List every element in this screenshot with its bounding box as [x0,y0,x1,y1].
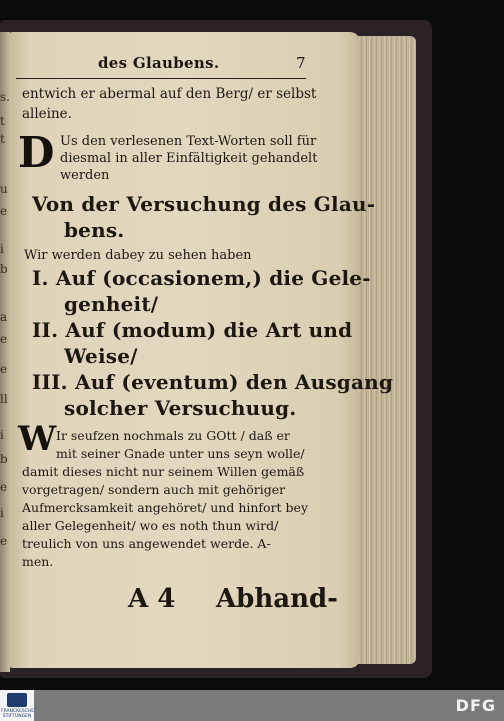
text-line: werden [60,168,110,183]
margin-fragment: s. [0,90,10,104]
header-rule [16,78,306,79]
page-block-edge [358,36,416,664]
logo-text: FRANCKESCHE STIFTUNGEN [1,709,35,719]
margin-fragment: i [0,506,4,520]
margin-fragment: b [0,262,8,276]
outline-point: genheit/ [64,292,159,316]
margin-fragment: ll [0,392,8,406]
text-line: damit dieses nicht nur seinem Willen gemäß [22,464,305,479]
margin-fragment: e [0,534,8,548]
book-page [10,32,394,668]
viewer-footer-bar [0,690,504,721]
outline-point: solcher Versuchuug. [64,396,297,420]
running-head: des Glaubens. [98,54,220,72]
margin-fragment: e [0,480,8,494]
margin-fragment: t [0,114,5,128]
text-line: aller Gelegenheit/ wo es noth thun wird/ [22,518,279,533]
margin-fragment: i [0,242,4,256]
text-line: men. [22,554,54,569]
facing-page-edge [0,32,10,672]
outline-point: II. Auf (modum) die Art und [32,318,353,342]
institution-logo[interactable] [0,690,34,721]
margin-fragment: t [0,132,5,146]
margin-fragment: a [0,310,8,324]
margin-fragment: e [0,204,8,218]
catchword: Abhand- [216,584,338,614]
drop-cap: D [18,128,55,177]
text-line: treulich von uns angewendet werde. A- [22,536,271,551]
margin-fragment: u [0,182,8,196]
text-line: Aufmercksamkeit angehöret/ und hinfort bey [22,500,309,515]
logo-icon [7,693,27,707]
page-header [10,54,360,76]
margin-fragment: e [0,332,8,346]
text-line: entwich er abermal auf den Berg/ er selbst [22,86,317,102]
section-heading: Von der Versuchung des Glau- [32,192,376,216]
outline-point: Weise/ [64,344,138,368]
margin-fragment: b [0,452,8,466]
text-line: alleine. [22,106,72,122]
text-line: diesmal in aller Einfältigkeit gehandelt [60,151,318,166]
page-number: 7 [296,54,306,72]
dfg-logo[interactable]: DFG [455,696,496,715]
text-line: mit seiner Gnade unter uns seyn wolle/ [56,446,305,461]
intro-line: Wir werden dabey zu sehen haben [24,248,252,263]
signature-mark: A 4 [128,584,176,614]
outline-point: III. Auf (eventum) den Ausgang [32,370,394,394]
text-line: Us den verlesenen Text-Worten soll für [60,134,317,149]
margin-fragment: e [0,362,8,376]
text-line: Ir seufzen nochmals zu GOtt / daß er [56,428,290,443]
margin-fragment: i [0,428,4,442]
text-line: vorgetragen/ sondern auch mit gehöriger [22,482,286,497]
outline-point: I. Auf (occasionem,) die Gele- [32,266,371,290]
section-heading: bens. [64,218,125,242]
drop-cap: W [18,419,57,459]
